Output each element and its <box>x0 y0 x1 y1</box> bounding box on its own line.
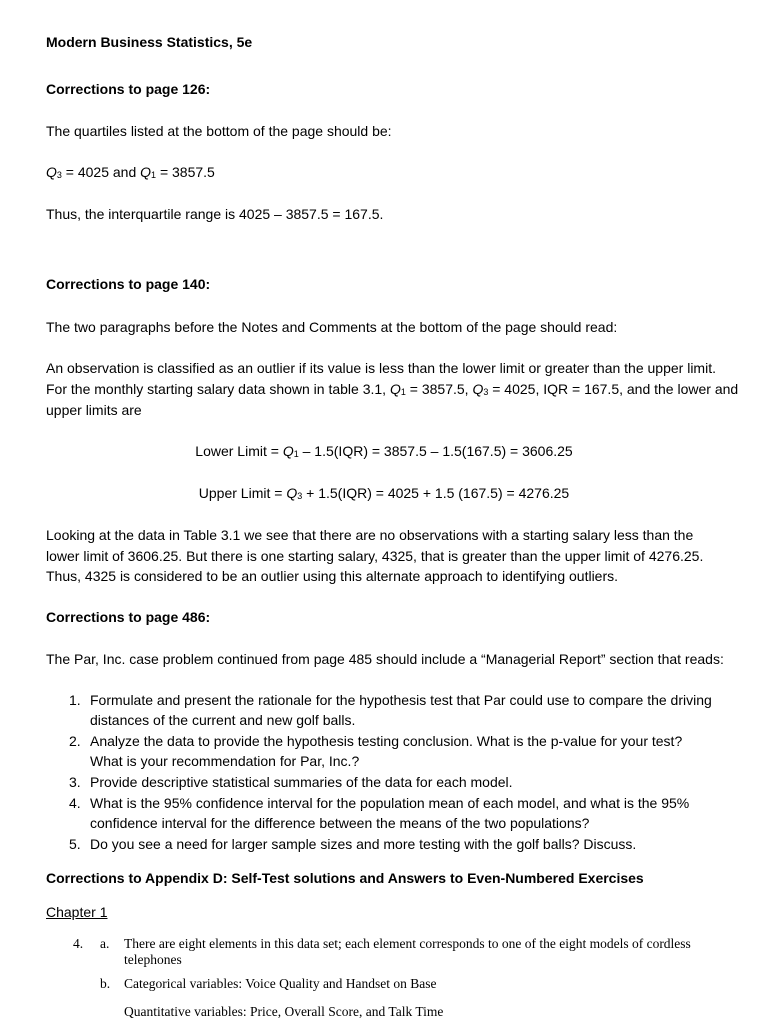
part-a-text-line-2: telephones <box>124 952 182 967</box>
outlier-paragraph2-line-3: Thus, 4325 is considered to be an outlier using this alternate approach to identifying outliers. <box>46 568 619 584</box>
outlier-paragraph2-line-1: Looking at the data in Table 3.1 we see that there are no observations with a starting salary less than the <box>46 527 694 543</box>
exercise-number: 4. <box>73 936 84 951</box>
heading-page-486: Corrections to page 486: <box>46 609 211 625</box>
heading-page-126: Corrections to page 126: <box>46 81 211 97</box>
list-item-text: Do you see a need for larger sample sizes and more testing with the golf balls? Discuss. <box>90 836 637 852</box>
part-b-text-line-1: Categorical variables: Voice Quality and Handset on Base <box>124 976 437 991</box>
part-b-label: b. <box>100 976 111 991</box>
outlier-paragraph2-line-2: lower limit of 3606.25. But there is one starting salary, 4325, that is greater than the upper limit of 4276.25. <box>46 548 704 564</box>
list-item-text: distances of the current and new golf balls. <box>90 712 356 728</box>
book-title: Modern Business Statistics, 5e <box>46 34 253 50</box>
part-b-text-line-2: Quantitative variables: Price, Overall Score, and Talk Time <box>124 1004 444 1019</box>
outlier-paragraph-line-3: upper limits are <box>46 402 142 418</box>
outlier-paragraph-line-1: An observation is classified as an outlier if its value is less than the lower limit or greater than the upper limit. <box>46 360 716 376</box>
list-item-text: Analyze the data to provide the hypothesis testing conclusion. What is the p-value for your test? <box>90 733 683 749</box>
chapter-1-heading: Chapter 1 <box>46 904 108 920</box>
list-item-number: 5. <box>69 836 81 852</box>
upper-limit-formula: Upper Limit = $Q_3 + 1.5(IQR) = 4025 + 1.5$ (167.5) = 4276.25 <box>198 485 570 501</box>
list-item-text: Formulate and present the rationale for the hypothesis test that Par could use to compare the driving <box>90 692 712 708</box>
page-140-intro: The two paragraphs before the Notes and Comments at the bottom of the page should read: <box>46 319 618 335</box>
quartiles-intro: The quartiles listed at the bottom of the page should be: <box>46 123 392 139</box>
list-item-number: 4. <box>69 795 81 811</box>
outlier-paragraph-line-2: For the monthly starting salary data shown in table 3.1, $Q_1 = 3857.5$, $Q_3 = 4025$, IQR = 167.5, and the lower and <box>46 381 739 397</box>
page-486-intro: The Par, Inc. case problem continued from page 485 should include a “Managerial Report” section that reads: <box>46 651 724 667</box>
list-item-text: What is your recommendation for Par, Inc.? <box>90 753 360 769</box>
heading-appendix-d: Corrections to Appendix D: Self-Test solutions and Answers to Even-Numbered Exercises <box>46 870 644 886</box>
list-item-text: What is the 95% confidence interval for the population mean of each model, and what is the 95% <box>90 795 690 811</box>
heading-page-140: Corrections to page 140: <box>46 276 211 292</box>
part-a-text-line-1: There are eight elements in this data set; each element corresponds to one of the eight models of cordless <box>124 936 691 951</box>
list-item-number: 2. <box>69 733 81 749</box>
list-item-text: confidence interval for the difference between the means of the two populations? <box>90 815 590 831</box>
list-item-number: 1. <box>69 692 81 708</box>
lower-limit-formula: Lower Limit = $Q_1 - 1.5(IQR) = 3857.5 - 1.5(167.5) = 3606.25$ <box>195 443 573 459</box>
quartiles-values: $Q_3 = 4025$ and $Q_1 = 3857.5$ <box>46 164 215 180</box>
list-item-text: Provide descriptive statistical summaries of the data for each model. <box>90 774 513 790</box>
list-item-number: 3. <box>69 774 81 790</box>
part-a-label: a. <box>100 936 110 951</box>
iqr-statement: Thus, the interquartile range is 4025 – 3857.5 = 167.5. <box>46 206 384 222</box>
